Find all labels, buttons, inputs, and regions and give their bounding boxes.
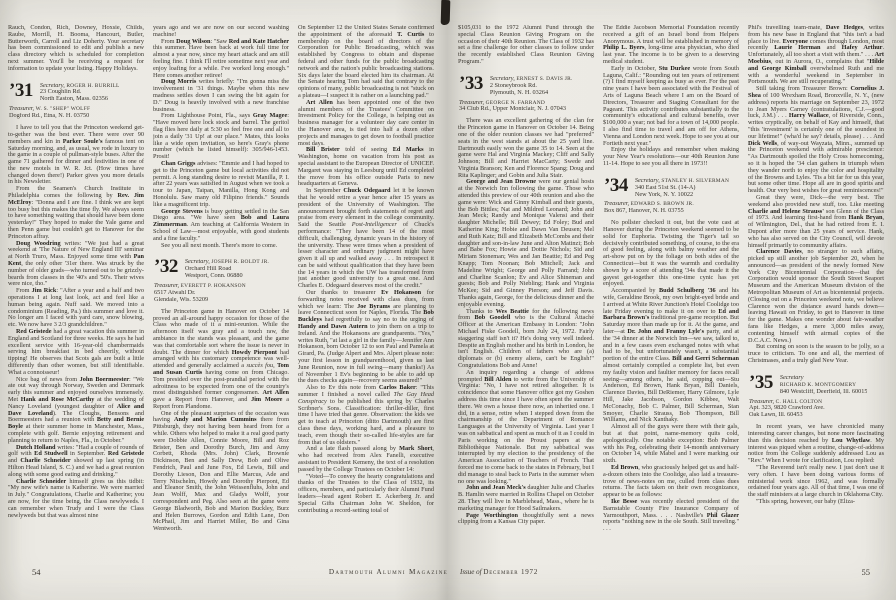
class-section-header — [604, 174, 739, 216]
paragraph: "The Reverend isn't really new. I just don't use it very often. I have been doing various forms of ministerial work since 1962, and was formally ordained four years ago. All of that time, I was one of the staff ministers at a large church in Oklahoma City. — [748, 464, 884, 499]
treasurer-block — [749, 399, 884, 420]
paragraph: Thanks to Wes Beattie for the following news from Bob Goodell who is the Cultural Attaché Officer at the American Embassy in London: "John Michael Fiske Goodell, born July 24, 1972. Fairly staggering staff isn't it? He's doing very well indeed. Despite an English mother and his birth in London, he isn't English. Children of fathers who are (a) diplomats or (b) enemy aliens, can't be English!" Congratulations Bob and Anne! — [458, 307, 594, 369]
treasurer-line: Oak Lawn, Ill. 60453 — [749, 412, 803, 419]
treasurer-line: Dogford Rd., Etna, N. H. 03750 — [9, 113, 90, 120]
paragraph: George and Jean Drowne were our genial hosts at the Norwich Inn following the game. Those who attended this preview of our 40th reunion and also the game were: Wick and Ginny Kimball and their guests, the Bob Bittles; Nat and Mildred Leonard; John and Jean Meck; Randy and Monique Valensi and their daughter Michelle; Bill Dewey; Ed Foley; Bud and Katherine King; Hobie and Dawn Van Deusen; Mel and Ruth Katz; Bill and Elizabeth McCombs and their daughter and son-in-law June and Alton Matinzi; Bob and Babe Fox; Howie and Dottie Nichols; Sid and Miriam Stoneman; Wes and Jan Beattie; Ed and Peg Knapp; Tom Noonan; Bob Mitchell; Jack and Madeline Wright; George and Polly Farrand; John and Charline Scanlon; Ev and Alice Shineman and guests; Bob and Polly Niebling; Hank and Virginia McKee; Sid and Ginney Pierson; and Jeff Davis. Thanks again, George, for the delicious dinner and the enjoyable evening. — [458, 178, 594, 308]
paragraph: In September Chuck Odegaard let it be known that he would retire a year hence after 15 years as president of the University of Washington. The announcement brought forth statements of regret and praise from every element in the college community. Said the Seattle Post-Intelligencer of Chuck's performance: "They have been 14 of the most difficult, challenging, dynamic years in the history of the university. These were times when a president of lesser character and ordinary judgment might have given it all up and walked away . . . In retrospect it can be said without qualification that they have been the 14 years in which the UW has transformed from just another good university to a great one. And Charles E. Odegaard deserves most of the credit." — [298, 187, 434, 290]
paragraph: From the Seamen's Church Institute in Philadelphia comes the following by Rev. Jim McElroy: "Donna and I are fine. I think we are kept too busy but this makes the time fly. We always seem to have something waiting that should have been done yesterday!" They hoped to make the Yale game and then Penn game but couldn't get to Hanover for the Princeton affray. — [8, 185, 144, 240]
class-header-top — [154, 256, 289, 280]
treasurer-block — [9, 106, 144, 120]
secretary-line: RICHARD K. MONTGOMERY — [779, 381, 857, 388]
class-year: ’31 — [9, 79, 33, 101]
secretary-block — [635, 178, 729, 199]
paragraph: Almost all of the guys were there with their gals, but at that point, name-memory quits cold, apologetically. One notable exception: Bob Palmer with his Peg, celebrating their 14-month anniversary on October 14, while Mabel and I were marking our sixth. — [603, 423, 739, 465]
secretary-line: Plymouth, N. H. 03264 — [489, 89, 549, 96]
right-page-footer — [458, 565, 888, 577]
treasurer-line: 34 Club Rd., Upper Montclair, N. J. 07043 — [459, 106, 567, 113]
paragraph: Art Allen has been appointed one of the two alumni members of the Trustees' Committee on Investment Policy for the College, is helping out as business manager for a volunteer day care center in the Hanover area, is tied into half a dozen other projects and manages to get down to football practice most days. — [298, 98, 434, 147]
class-year: ’35 — [749, 371, 773, 393]
secretary-line: Orchard Hill Road — [184, 266, 232, 273]
paragraph: "Voted—To convey the hearty congratulations and thanks of the Trustees to the Class of 1932, its officers, members, and particularly their Alumni Fund leaders—head agent Robert E. Ackerberg Jr. and Special Gifts Chairman John W. Sheldon, for contributing a record-setting total of — [298, 472, 434, 514]
secretary-block — [780, 375, 868, 396]
paragraph: From Jim Rick: "After a year and a half and two operations I at long last look, act and feel like a human being again. Nuff said. We moved into a condominium (Reading, Pa.) this summer and love it. No longer am I faced with yard care, snow blowing, etc. We now have 3 2/3 grandchildren." — [8, 287, 144, 329]
class-section-header — [749, 371, 884, 419]
magazine-title: Dartmouth Alumni Magazine — [328, 568, 448, 576]
paragraph: Red Gristede had a great vacation this summer in England and Scotland for three weeks. He says he had excellent service with 16-year-old chambermaids serving him breakfast in bed cheerily, without tipping! He observes that Scots gals are built a little differently than other women, but still identifiable. What a connoisseur! — [8, 328, 144, 376]
paragraph: Ike Besse was recently elected president of the Barnstable County Fire Insurance Company of Yarmouthport, Mass. . . . Nashville's Phil Glazer reports "nothing new in the ole South. Still traveling." . . . — [603, 497, 739, 533]
paragraph: From Lighthouse Point, Fla., says Gray Magee: "Have moved here lock stock and barrel. The geritol flag flies here daily at 5:30 so feel free one and all to join a daily '31 Up! at our place." Mates, this looks like a wide open invitation, so here's Gray's phone number (which he listed himself): 305/946-1453. Prosit! — [153, 112, 289, 161]
secretary-line: 340 East 51st St. (14-A) — [634, 184, 696, 191]
class-year: ’32 — [154, 256, 178, 278]
paragraph: Page Worthington thoughtfully sent a news clipping from a Kansas City paper. — [458, 511, 594, 526]
secretary-line: Westport, Conn. 06880 — [184, 273, 243, 280]
right-page-column-3 — [748, 25, 884, 575]
right-page — [458, 25, 888, 585]
page-number-right: 55 — [861, 567, 870, 577]
paragraph: Great they were, Dick—the very best. The weekend also provided new stuff, too. Like meeting Charlie and Helene Strauss' son Glenn of the Class of 1973. And learning first-hand from Hank Bryan, of Wilmington, Del., that he had retired from E. I. Dupont after more than 25 years of service. Hank, who has also served on the City Council, will devote himself primarily to community affairs. — [748, 193, 884, 249]
secretary-block — [490, 76, 573, 97]
secretary-block — [40, 83, 120, 104]
paragraph: In recent years, we have chronicled many interesting career changes, but none more fascinating than this decision reached by Lou Whytlaw. My interest was piqued when a routine, change-of-address notice from the College suddenly addressed Lou as "Rev." When I wrote for clarification, Lou replied: — [748, 423, 884, 465]
paragraph: Charlie Schneider himself gives us this tidbit: "My new wife's name is Katherine. We were married in July." Congratulations, Charlie and Katherine; you are now, for the time being, the Class newlyweds. I can remember when Trudy and I were the Class newlyweds but that was almost nine — [8, 477, 144, 519]
paragraph: John and Jean Meck's daughter Julie and Charles B. Hamlin were married in Rollins Chapel on October 28. They will live in Marblehead, Mass., where he is marketing manager for Hood Sailmakers. — [458, 484, 594, 512]
secretary-line: Secretary, STANLEY H. SILVERMAN — [634, 177, 730, 184]
right-page-column-2 — [603, 25, 739, 575]
left-page — [8, 25, 448, 585]
treasurer-line: Apt. 323, 9820 Crawford Ave. — [749, 405, 825, 412]
treasurer-line: 6517 Atwahl Dr. — [154, 289, 196, 296]
paragraph: Chan Griggs advises: "Emmie and I had hoped to get to the Princeton game but local activities did not permit. A long standing desire to revisit Manilla, P. I. after 22 years was satisfied in August when we took a tour to Japan, Taipan, Manilla, Hong Kong and Honolulu. Saw many old Filipino friends." Sounds like a magnificent trip. — [153, 159, 289, 208]
class-header-top — [9, 79, 144, 104]
class-header-top — [604, 174, 739, 199]
left-page-column-3 — [298, 25, 434, 575]
paragraph: years ago and we are now on our second washing machine! — [153, 25, 289, 38]
left-page-columns — [8, 25, 438, 575]
paragraph: "This spring, however, our baby (Eliza- — [756, 498, 855, 506]
treasurer-line: Treasurer, EVERETT P. HOKANSON — [154, 283, 246, 290]
paragraph: But coming on soon is the season to be jolly, so a truce to criticism. To one and all, the merriest of Christmases, and a truly glad New Year. — [748, 343, 884, 365]
paragraph: Early in October, Stu Durkee wrote from South Laguna, Calif.: "Rounding out ten years of retirement (?) I find myself keeping as busy as ever. For the past nine years I have been associated with the Festival of Arts of Laguna Beach where I am on the Board of Directors, Treasurer and Staging Consultant for the Pageant. This activity contributes substantially to the community's educational and cultural benefits, over $100,000 a year; not bad for a town of 14,000 people. I also find time to travel and am off for Athens, Vienna and London next week. Hope to see you at our Fortieth next year." — [603, 64, 739, 147]
paragraph: $105,031 to the 1972 Alumni Fund through the special Class Reunion Giving Program on the occasion of their 40th Reunion. The Class of 1932 has set a fine challenge for other classes to follow under the recently established Class Reunion Giving Program." — [458, 25, 594, 65]
secretary-line: 23 Coughlin Rd. — [39, 89, 82, 96]
secretary-block — [185, 259, 269, 280]
paragraph: Doug Morris writes briefly: "I'm gonna miss the involvement in '31 things. Maybe when this new madness settles down I can swing the bit again for D." Doug is heavily involved with a new franchise business. — [153, 78, 289, 113]
paragraph: Nice bag of news from John Boermeester: "We ate out way through Norway, Sweden and Denmark early this summer and enjoyed ourselves immensely. Met Hank and Rose McCarthy at the wedding of Nancy Loveland (youngest daughter of Alice and Dave Loveland). The Cloughs, Bensons and Boermeesters had a reunion with Betty and Bernie Boyle at their summer home in Manchester, Mass., complete with golf. Bernie enjoying retirement and planning to return to Naples, Fla., in October." — [8, 375, 144, 444]
paragraph: On September 12 the United States Senate confirmed the appointment of the aforesaid T. Curtis to membership on the board of directors of the Corporation for Public Broadcasting, which was established by Congress to obtain and dispense federal and other funds for the public broadcasting network and the nation's public broadcasting stations. Six days later the board elected him its chairman. At the Senate hearing Tom had said that contrary to the opinions of many, public broadcasting is not "stuck on a plateau—I suspect it is rather on a launching pad." — [298, 25, 434, 99]
paragraph: Doug Woodring writes: "We just had a great weekend at 'The Nature of New England III' seminar at North Truro, Mass. Enjoyed some time with Pan Kent, the only other '31er there. Was struck by the number of older grads—who turned out to be grizzly-beards from classes in the '40's and '50's. Their wives were nice, tho." — [8, 239, 144, 288]
class-header-top — [749, 371, 884, 396]
paragraph: Bill Brister told of seeing Ed Marks in Washington, home on vacation from his post as special assistant to the European Director of UNICEF. Margaret was staying in Leesburg until Ed completed the move from his office outside Paris to new headquarters at Geneva. — [298, 146, 434, 188]
secretary-line: Secretary — [779, 374, 804, 381]
paragraph: I have to tell you that the Princeton weekend get-to-gether was the best ever. There were over 90 members and kin in Parker Soule's famous tent on Saturday morning, and, as usual, we rode in luxury to the game in a couple of pullman-style buses. After the game 71 gathered for dinner and festivities in one of the new motels in W. R. Jct. (How times have changed down there!) Parker gives you more details in his Newsletter. — [8, 124, 144, 186]
issue-prefix: Issue of — [460, 568, 482, 576]
paragraph: Accompanied by Budd Schulberg '36 and his wife, Geraldine Brook, my own bright-eyed bride and I arrived at White River Junction's Hotel Coolidge too late Friday evening to make it on over to Ed and Barbara Brown's traditional pre-game reception. But Saturday more than made up for it. At the game, and later—at Dr. John and Franny Lyle's party, and at the '34 dinner at the Norwich Inn—we saw, talked to, and in a few cases even exchanged notes with what had to be, but unfortunately wasn't, a substantial portion of the entire Class. Bill and Gerri Scherman almost certainly compiled a complete list, but even my faulty vision and faultier memory for faces recall seeing—among others, he said, copping out—Stu Anderson, Ed Brown, Hank Bryan, Bill Daniels, Clarence Davies, Bill DeRiemer, Harry Gilmore, Lyle Hill, Jake Jacobson, Gordon Kibbee, Walt McConachy, Bob C. Palmer, Bill Scherman, Stan Smoyer, Charlie Strauss, Bob Thompson, Bill Williams, and Nick Xanthaky. — [603, 287, 739, 424]
page-number-left: 54 — [32, 567, 41, 577]
treasurer-line: Glendale, Wis. 53209 — [154, 296, 209, 303]
paragraph: And a late flash passed along by Mark Short, who had received from Alex Fanelli, executive assistant to President Kemeny, the text of a resolution passed by the College Trustees on October 14: — [298, 445, 434, 473]
paragraph: Enjoy the holidays and remember when making your New Year's resolutions—our 40th Reunion June 11-14. Hope to see you all there in 1973!! — [603, 146, 739, 167]
class-section-header — [154, 256, 289, 303]
paragraph: Ed Brown, who graciously helped get us and half-a-dozen others into the Coolidge, also laid a treasure-trove of news-notes on me, culled from class dues returns. The facts taken on their own recognizance, appear to be as follows: — [603, 463, 739, 499]
left-page-column-1 — [8, 25, 144, 575]
treasurer-line: Treasurer, W. S. "SHEP" WOLFF — [9, 106, 91, 113]
right-page-columns — [458, 25, 888, 575]
class-section-header — [459, 72, 594, 114]
secretary-line: 2 Stoneybrook Rd. — [489, 82, 537, 89]
treasurer-block — [154, 283, 289, 304]
paragraph: Rauch, Condon, Rich, Downey, Hoxsie, Childs, Raube, Morrill, H. Booma, Hancourt, Butler, Butterworth, Carroll and Liz Doherty. Your secretary has been commissioned to edit and publish a new class directory which is scheduled for completion next summer. You'll be receiving a request for information to update your listing. Happy Holidays. — [8, 25, 144, 72]
paragraph: Dutch Holland writes: "Had a couple of rounds of golf with Ed Studwell in September. Red Gristede and Charlie Schneider showed up last spring (in Hilton Head Island, S. C.) and we had a great reunion along with some good eating and drinking." — [8, 443, 144, 478]
paragraph: Phil's travelling team-mate, Dave Hedges, writes from his new base in England that "this isn't a bad place to live. Everyone comes through London, most recently Laurie Herman and Hafey Arthur. Unfortunately, all too short a visit with them." . . . Art Moebius, out in Aurora, O., complains that "Hilde and George Kimball overwhelmed Ruth and me with a wonderful weekend in September in Portsmouth. We are still recuperating." — [748, 25, 884, 86]
paragraph: There was an excellent gathering of the clan for the Princeton game in Hanover on October 14. Being one of the older reunion classes we had "preferred" seats in the west stands at about the 25 yard line. Dartmouth easily won the game 35 to 14. Seen at the game were Hal and Virginia Mackey; Cliff and Sally Johnson; Bill and Harriet MacCarty; Swede and Virginia Branson; Ken and Florence Spang; Doug and Rita Kaplinger; and Gobin and Julia Stair. — [458, 117, 594, 179]
paragraph: An inquiry regarding a change of address prompted Bill Alden to write from the University of Virginia: "No, I have not retired altogether. It is coincidence that some Hanover office got my Goshen address this time since I have often spent the summer there. We own a house there now, an inherited one. I did, in a sense, retire when I stepped down from the chairmanship of the Department of Romance Languages at the University of Virginia. Last year I was on sabbatical and spent as much of it as I could in Paris working on the Proust papers at the Bibliothèque Nationale. But my sabbatical was interrupted by my election to the presidency of the American Association of Teachers of French. That forced me to come back to the states in February, but I did manage to steal back to Paris in the summer when no one was looking." — [458, 368, 594, 485]
paragraph: Also to Ev this note from Carlos Baker: "This summer I finished a novel called The Gay Head Conspiracy to be published this spring by Charles Scribner's Sons. Classification: thriller-diller, first time I have tried that genre. Observation: the kids we get to teach at Princeton (ditto Dartmouth) are first class these days, working hard, and a pleasure to teach, even though their so-called life-styles are far from that of us oldsters." — [298, 384, 434, 446]
secretary-line: North Easton, Mass. 02356 — [39, 96, 109, 103]
treasurer-line: Treasurer, EDWARD S. BROWN JR. — [604, 201, 694, 208]
secretary-line: Secretary, ERNEST S. DAVIS JR. — [489, 75, 573, 82]
left-page-column-2 — [153, 25, 289, 575]
paragraph: George Stevens is busy getting settled in the San Diego area. "We have seen Bob and Laura Zimmerman. Am teaching at California Western in School of Law—most enjoyable, with good students and a fine faculty." — [153, 207, 289, 242]
class-year: ’34 — [604, 174, 628, 196]
paragraph: Clarence Davies, no stranger to such affairs, picked up still another job September 20, when he announced—as president of the newly formed New York City Bicentennial Corporation—that the Corporation would sponsor the South Street Seaport Museum and the American Museum division of the Metropolitan Museum of Art as bicentennial projects. (Closing out on a Princeton weekend note, we believe Clarence won the distance award hands down—leaving Hawaii on Friday, to get to Hanover in time for the game. Makes one wonder about fair-weather fans like Hedges, a mere 3,000 miles away, contenting himself with airmail copies of the D.C.A.C. News.) — [748, 248, 884, 344]
class-section-header — [9, 79, 144, 121]
treasurer-line: Treasurer, C. HALL COLTON — [749, 398, 823, 405]
paragraph: Our thanks to treasurer Ev Hokanson for forwarding notes received with class dues, from which we learn: The Joe Byrams are planning to leave Connecticut soon for Naples, Florida. The Bob Buckleys had regretfully to say no to the urging of Handy and Dawn Autern to join them on a trip to Ireland. And the Hokansons are grandparents. "Yes," writes Ruth, "at last a girl in the family—Jennifer Ann Hokanson, born October 12 to son Paul and Pamela at Girard, Pa. (Judge Alpert and Mrs. Alpert please note: your first lesson in grandparenthood, given us last June Reunion, now in full swing—many thanks!) As of November 1 Ev's beginning to be able to add up the dues checks again—recovery seems assured!" — [298, 289, 434, 385]
treasurer-block — [604, 201, 739, 215]
secretary-line: New York, N. Y. 10022 — [634, 191, 694, 198]
treasurer-block — [459, 100, 594, 114]
secretary-line: Secretary, ROGER H. BURRILL — [39, 82, 120, 89]
treasurer-line: Treasurer, GEORGE N. FARRAND — [459, 99, 546, 106]
treasurer-line: Box 867, Hanover, N. H. 03755 — [604, 208, 684, 215]
class-header-top — [459, 72, 594, 97]
gutter-ink-mark — [441, 0, 451, 25]
issue-month-year: December 1972 — [483, 568, 539, 576]
secretary-line: 840 Westcliff, Deerfield, Ill. 60015 — [779, 388, 868, 395]
paragraph: The Eddie Jacobson Memorial Foundation recently received a gift of an Israel bond from Helpers Anonymous. A trust will be established in memory of Philip L. Byers, long-time area physician, who died last year. The income is to be given to a deserving medical student. — [603, 25, 739, 65]
paragraph: See you all next month. There's more to come. — [161, 241, 278, 249]
left-page-footer — [8, 565, 448, 577]
paragraph: Still taking from Treasurer Brown: Cornelius J. Shea of 100 Wrexham Road, Bronxville, N. Y., (new address) reports his marriage on September 23, 1972 to Jean Myers Carney (contratulations, C.J.—good luck, J.M.) . . . Harry Wallace, of Riverside, Conn., writes cryptically, on behalf of Kay and himself, that "this 'investment' is certainly one of the soundest in our lifetime!" (wha'd he say? details, please) . . . And Dick Wells, of way-out Wayzata, Minn., summed up the Princeton weekend with admirable prescience: "As Dartmouth spoiled the Holy Cross homecoming, so it is hoped the '34 clan gathers in triumph when they wander north to enjoy the color and hospitality of the Browns and Lyles. 'Tis a bit far for us this year, but some other time. Hope all are in good spirits and health. Our very best wishes for great reminiscences!" — [748, 85, 884, 195]
paragraph: No pollster checked it out, but the vote cast at Hanover during the Princeton weekend seemed to be solid for Euphoria. Twisting the Tiger's tail so decisively contributed something, of course, to the era of good feeling, along with balmy weather and the art-show put on by the foliage on both sides of the Connecticut—but it was the warmth and cordiality shown by a score of attending '34s that made it the gayest get-together this one-time cynic has yet enjoyed. — [603, 219, 739, 288]
issue-date — [460, 568, 538, 576]
secretary-line: Secretary, JOSEPH R. BOLDT JR. — [184, 259, 270, 266]
right-page-column-1 — [458, 25, 594, 575]
paragraph: From Doug Wilson: "Saw Red and Kate Hatcher this summer. Have been back at work full time for almost a year now, since my heart attack and am still feeling fine. I think I'll retire sometime next year and enjoy loafing for a while. I've worked long enough." Here comes another retiree! — [153, 37, 289, 79]
paragraph: One of the pleasant surprises of the occasion was having Andy and Marion Cummins there from Pittsburgh, they not having been heard from for a while. Others who helped to make it a real good party were Dobbie Allen, Connie Moore, Bill and Roz Brister, Ben and Dorothy Burch, Jim and Amy Corbett, Rhoda (Mrs. John) Clark, Brownie Dickinson, Ben and Sally Drew, Bob and Olive Fendrich, Paul and June Fox, Ed Lewis, Bill and Dorothy Lieson, Don and Ellie Marcus, Ade and Terry Nitschelm, Howdy and Dorothy Pierpont, Ed and Eleanor Smith, the John Weissenfluhs, John and Jean Wolff, Max and Gladys Wolff, your correspondent and Peg. Also seen at the game were George Bladworth, Bob and Marion Buckley, Burz and Helen Burrows, Gordon and Edith Lane, Don McPhail, Jim and Harriet Miller, Bo and Gina Wentworth. — [153, 409, 289, 533]
paragraph: The Princeton game in Hanover on October 14 proved an all-around happy occasion for those of the Class who made of it a mini-reunion. While the afternoon itself was gray and a touch raw, the ambiance in the stands was pleasant, and the game was that comfortable sort where the issue is never in doubt. The dinner for which Howdy Pierpont had arranged with his customary competence was well-attended and generally acclaimed a succès fou, Tom and Susan Curtis having come on from Chicago. Tom presided over the post-prandial period with the adroitness to be expected from one of the country's most distinguished former congressmen. Art Allen gave a Report from Hanover, and Jim Moore a Report from Plandome. — [153, 307, 289, 410]
class-year: ’33 — [459, 72, 483, 94]
